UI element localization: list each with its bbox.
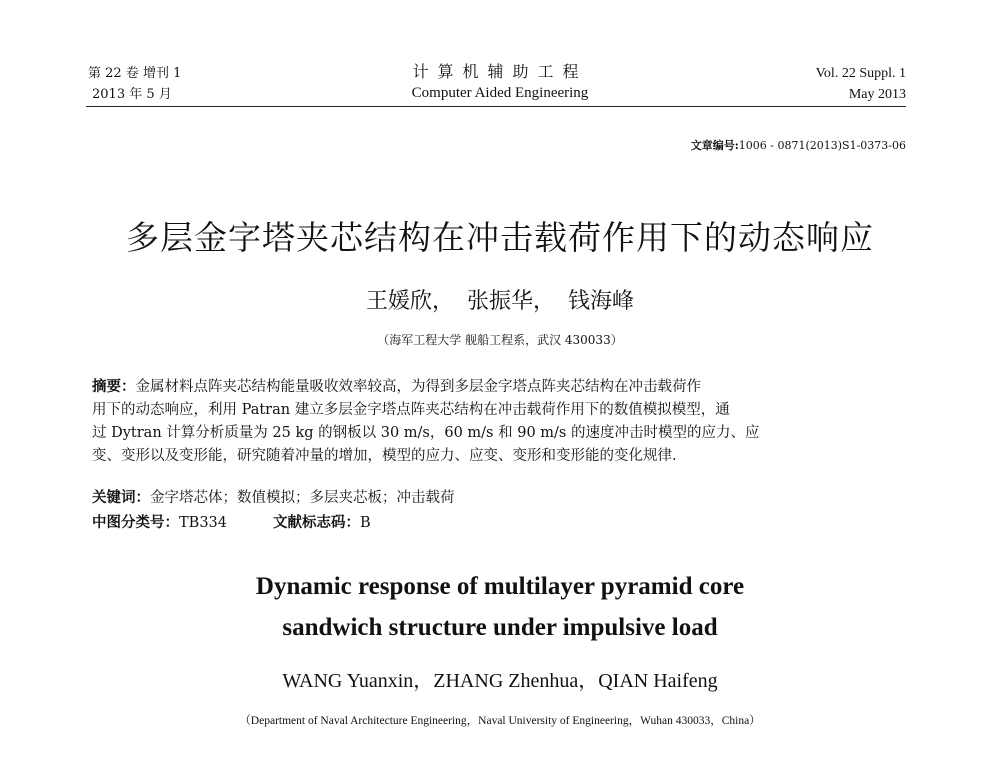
keywords-label: 关键词： bbox=[92, 490, 150, 506]
abstract-line bbox=[92, 376, 908, 399]
abstract-text-4: 变、变形以及变形能，研究随着冲量的增加，模型的应力、应变、变形和变形能的变化规律. bbox=[92, 448, 677, 464]
paper-title-en-line1: Dynamic response of multilayer pyramid core bbox=[255, 573, 745, 600]
affiliation-cn: （海军工程大学 舰船工程系，武汉 430033） bbox=[377, 333, 623, 347]
header-divider bbox=[86, 106, 906, 107]
header-issue-info bbox=[88, 63, 181, 105]
abstract-text-3: 过 Dytran 计算分析质量为 25 kg 的钢板以 30 m/s，60 m/s 和 90 m/s 的速度冲击时模型的应力、应 bbox=[92, 425, 760, 441]
keywords bbox=[92, 487, 908, 510]
article-number-label: 文章编号: bbox=[690, 139, 739, 152]
header-date-cn: 2013 年 5 月 bbox=[92, 87, 172, 102]
authors-cn: 王媛欣， 张振华， 钱海峰 bbox=[366, 289, 634, 314]
abstract-text-2: 用下的动态响应，利用 Patran 建立多层金字塔点阵夹芯结构在冲击载荷作用下的数值模拟模型，通 bbox=[92, 402, 730, 418]
header-journal bbox=[380, 61, 620, 103]
clc-label: 中图分类号： bbox=[92, 515, 179, 531]
paper-title-en-line2: sandwich structure under impulsive load bbox=[282, 614, 718, 641]
abstract bbox=[92, 376, 908, 468]
header-volume-en bbox=[816, 63, 906, 105]
paper-title-en bbox=[0, 566, 1000, 648]
doc-code-label: 文献标志码： bbox=[273, 515, 361, 531]
doc-code-value: B bbox=[360, 515, 371, 531]
article-number-value: 1006 - 0871(2013)S1-0373-06 bbox=[738, 139, 906, 152]
article-number bbox=[691, 137, 906, 153]
journal-name-cn: 计算机辅助工程 bbox=[412, 62, 588, 81]
header-volume-cn: 第 22 卷 增刊 1 bbox=[88, 66, 182, 81]
header-date-en: May 2013 bbox=[848, 87, 906, 102]
clc-value: TB334 bbox=[179, 515, 228, 531]
affiliation-en: （Department of Naval Architecture Engineering，Naval University of Engineering，Wuhan 430033，China） bbox=[239, 715, 761, 727]
header-volume-en-line: Vol. 22 Suppl. 1 bbox=[815, 66, 906, 81]
keywords-value: 金字塔芯体；数值模拟；多层夹芯板；冲击载荷 bbox=[150, 490, 455, 506]
journal-name-en: Computer Aided Engineering bbox=[411, 85, 589, 101]
abstract-label: 摘要： bbox=[92, 379, 136, 395]
authors-en: WANG Yuanxin，ZHANG Zhenhua，QIAN Haifeng bbox=[282, 670, 718, 692]
abstract-text-1: 金属材料点阵夹芯结构能量吸收效率较高，为得到多层金字塔点阵夹芯结构在冲击载荷作 bbox=[135, 379, 701, 395]
classification bbox=[92, 512, 908, 535]
paper-title-cn: 多层金字塔夹芯结构在冲击载荷作用下的动态响应 bbox=[126, 218, 874, 257]
